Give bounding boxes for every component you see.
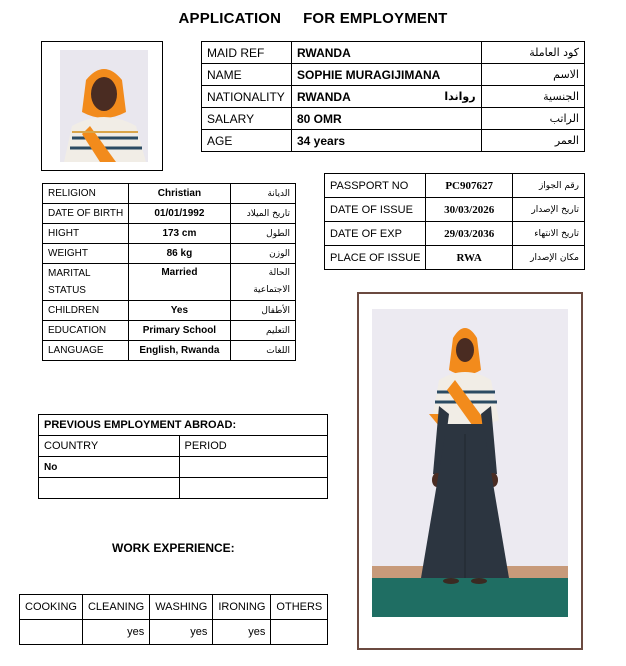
personal-row: [43, 321, 296, 341]
personal-row: [43, 184, 296, 204]
page-title: [0, 10, 626, 27]
row-value: 80 OMR: [291, 108, 481, 130]
row-label-ar: مكان الإصدار: [512, 246, 584, 270]
washing-value: yes: [150, 620, 213, 645]
table-row: [39, 478, 328, 499]
row-value: SOPHIE MURAGIJIMANA: [291, 64, 481, 86]
row-label-ar: العمر: [481, 130, 584, 152]
row-label: SALARY: [202, 108, 292, 130]
passport-row: [325, 174, 585, 198]
row-value: RWANDA: [291, 42, 481, 64]
title-part1: APPLICATION: [178, 10, 282, 27]
row-value: Christian: [129, 184, 230, 204]
personal-row: [43, 204, 296, 224]
row-label-ar: اللغات: [230, 341, 295, 361]
row-label-ar: الراتب: [481, 108, 584, 130]
col-others: OTHERS: [271, 595, 328, 620]
personal-row: [43, 244, 296, 264]
period-cell: [179, 457, 327, 478]
row-value: 30/03/2026: [426, 198, 512, 222]
row-value: Yes: [129, 301, 230, 321]
full-body-photo: [359, 294, 581, 648]
row-label-ar: تاريخ الانتهاء: [512, 222, 584, 246]
marital-label-line1: MARITAL: [48, 268, 91, 279]
table-row: [20, 620, 328, 645]
personal-details-table: [42, 183, 296, 361]
row-label-ar: الأطفال: [230, 301, 295, 321]
personal-row: [43, 341, 296, 361]
row-label: DATE OF BIRTH: [43, 204, 129, 224]
row-label: PLACE OF ISSUE: [325, 246, 426, 270]
row-value: RWA: [426, 246, 512, 270]
col-cooking: COOKING: [20, 595, 83, 620]
marital-label-line2: STATUS: [48, 285, 86, 296]
row-label: PASSPORT NO: [325, 174, 426, 198]
main-info-row: [202, 42, 585, 64]
previous-employment-heading: PREVIOUS EMPLOYMENT ABROAD:: [39, 415, 328, 436]
previous-employment-table: [38, 414, 328, 499]
col-washing: WASHING: [150, 595, 213, 620]
row-label: HIGHT: [43, 224, 129, 244]
row-label-ar: الوزن: [230, 244, 295, 264]
row-label-ar: الاسم: [481, 64, 584, 86]
full-body-photo-frame: [357, 292, 583, 650]
row-label: [43, 264, 129, 301]
row-label-ar: تاريخ الميلاد: [230, 204, 295, 224]
row-value: Primary School: [129, 321, 230, 341]
row-value: 01/01/1992: [129, 204, 230, 224]
row-label-ar: كود العاملة: [481, 42, 584, 64]
row-label: WEIGHT: [43, 244, 129, 264]
passport-table: [324, 173, 585, 270]
ironing-value: yes: [213, 620, 271, 645]
passport-row: [325, 198, 585, 222]
main-info-row: [202, 130, 585, 152]
passport-row: [325, 246, 585, 270]
personal-row: [43, 301, 296, 321]
row-label-ar: تاريخ الإصدار: [512, 198, 584, 222]
main-info-row: [202, 108, 585, 130]
period-cell: [179, 478, 327, 499]
personal-row: [43, 224, 296, 244]
row-label: CHILDREN: [43, 301, 129, 321]
row-label: NAME: [202, 64, 292, 86]
country-cell: [39, 478, 180, 499]
row-value: Married: [129, 264, 230, 301]
col-ironing: IRONING: [213, 595, 271, 620]
row-label-ar: الطول: [230, 224, 295, 244]
row-value: 29/03/2036: [426, 222, 512, 246]
row-label-ar: [230, 264, 295, 301]
passport-row: [325, 222, 585, 246]
country-header: COUNTRY: [39, 436, 180, 457]
portrait-photo: [42, 42, 162, 170]
row-label-ar: الديانة: [230, 184, 295, 204]
main-info-row: [202, 86, 585, 108]
table-row: [39, 457, 328, 478]
row-label-ar: الجنسية: [481, 86, 584, 108]
row-label: NATIONALITY: [202, 86, 292, 108]
work-experience-table: [19, 594, 328, 645]
row-label: AGE: [202, 130, 292, 152]
cleaning-value: yes: [82, 620, 149, 645]
row-label-ar: رقم الجواز: [512, 174, 584, 198]
row-label: LANGUAGE: [43, 341, 129, 361]
nationality-value-ar: رواندا: [444, 89, 476, 103]
work-experience-heading: WORK EXPERIENCE:: [112, 541, 235, 555]
country-cell: No: [39, 457, 180, 478]
row-label: RELIGION: [43, 184, 129, 204]
row-value: English, Rwanda: [129, 341, 230, 361]
main-info-row: [202, 64, 585, 86]
row-value: 173 cm: [129, 224, 230, 244]
col-cleaning: CLEANING: [82, 595, 149, 620]
row-label: MAID REF: [202, 42, 292, 64]
row-label: DATE OF ISSUE: [325, 198, 426, 222]
portrait-photo-frame: [41, 41, 163, 171]
marital-label-ar-line1: الحالة: [268, 268, 290, 278]
row-label-ar: التعليم: [230, 321, 295, 341]
others-value: [271, 620, 328, 645]
row-value: 34 years: [291, 130, 481, 152]
title-part2: FOR EMPLOYMENT: [303, 10, 448, 27]
row-value: [291, 86, 481, 108]
cooking-value: [20, 620, 83, 645]
period-header: PERIOD: [179, 436, 327, 457]
marital-label-ar-line2: الاجتماعية: [253, 285, 290, 295]
row-label: EDUCATION: [43, 321, 129, 341]
row-value: 86 kg: [129, 244, 230, 264]
nationality-value: RWANDA: [296, 89, 351, 104]
personal-row: [43, 264, 296, 301]
row-label: DATE OF EXP: [325, 222, 426, 246]
row-value: PC907627: [426, 174, 512, 198]
main-info-table: [201, 41, 585, 152]
